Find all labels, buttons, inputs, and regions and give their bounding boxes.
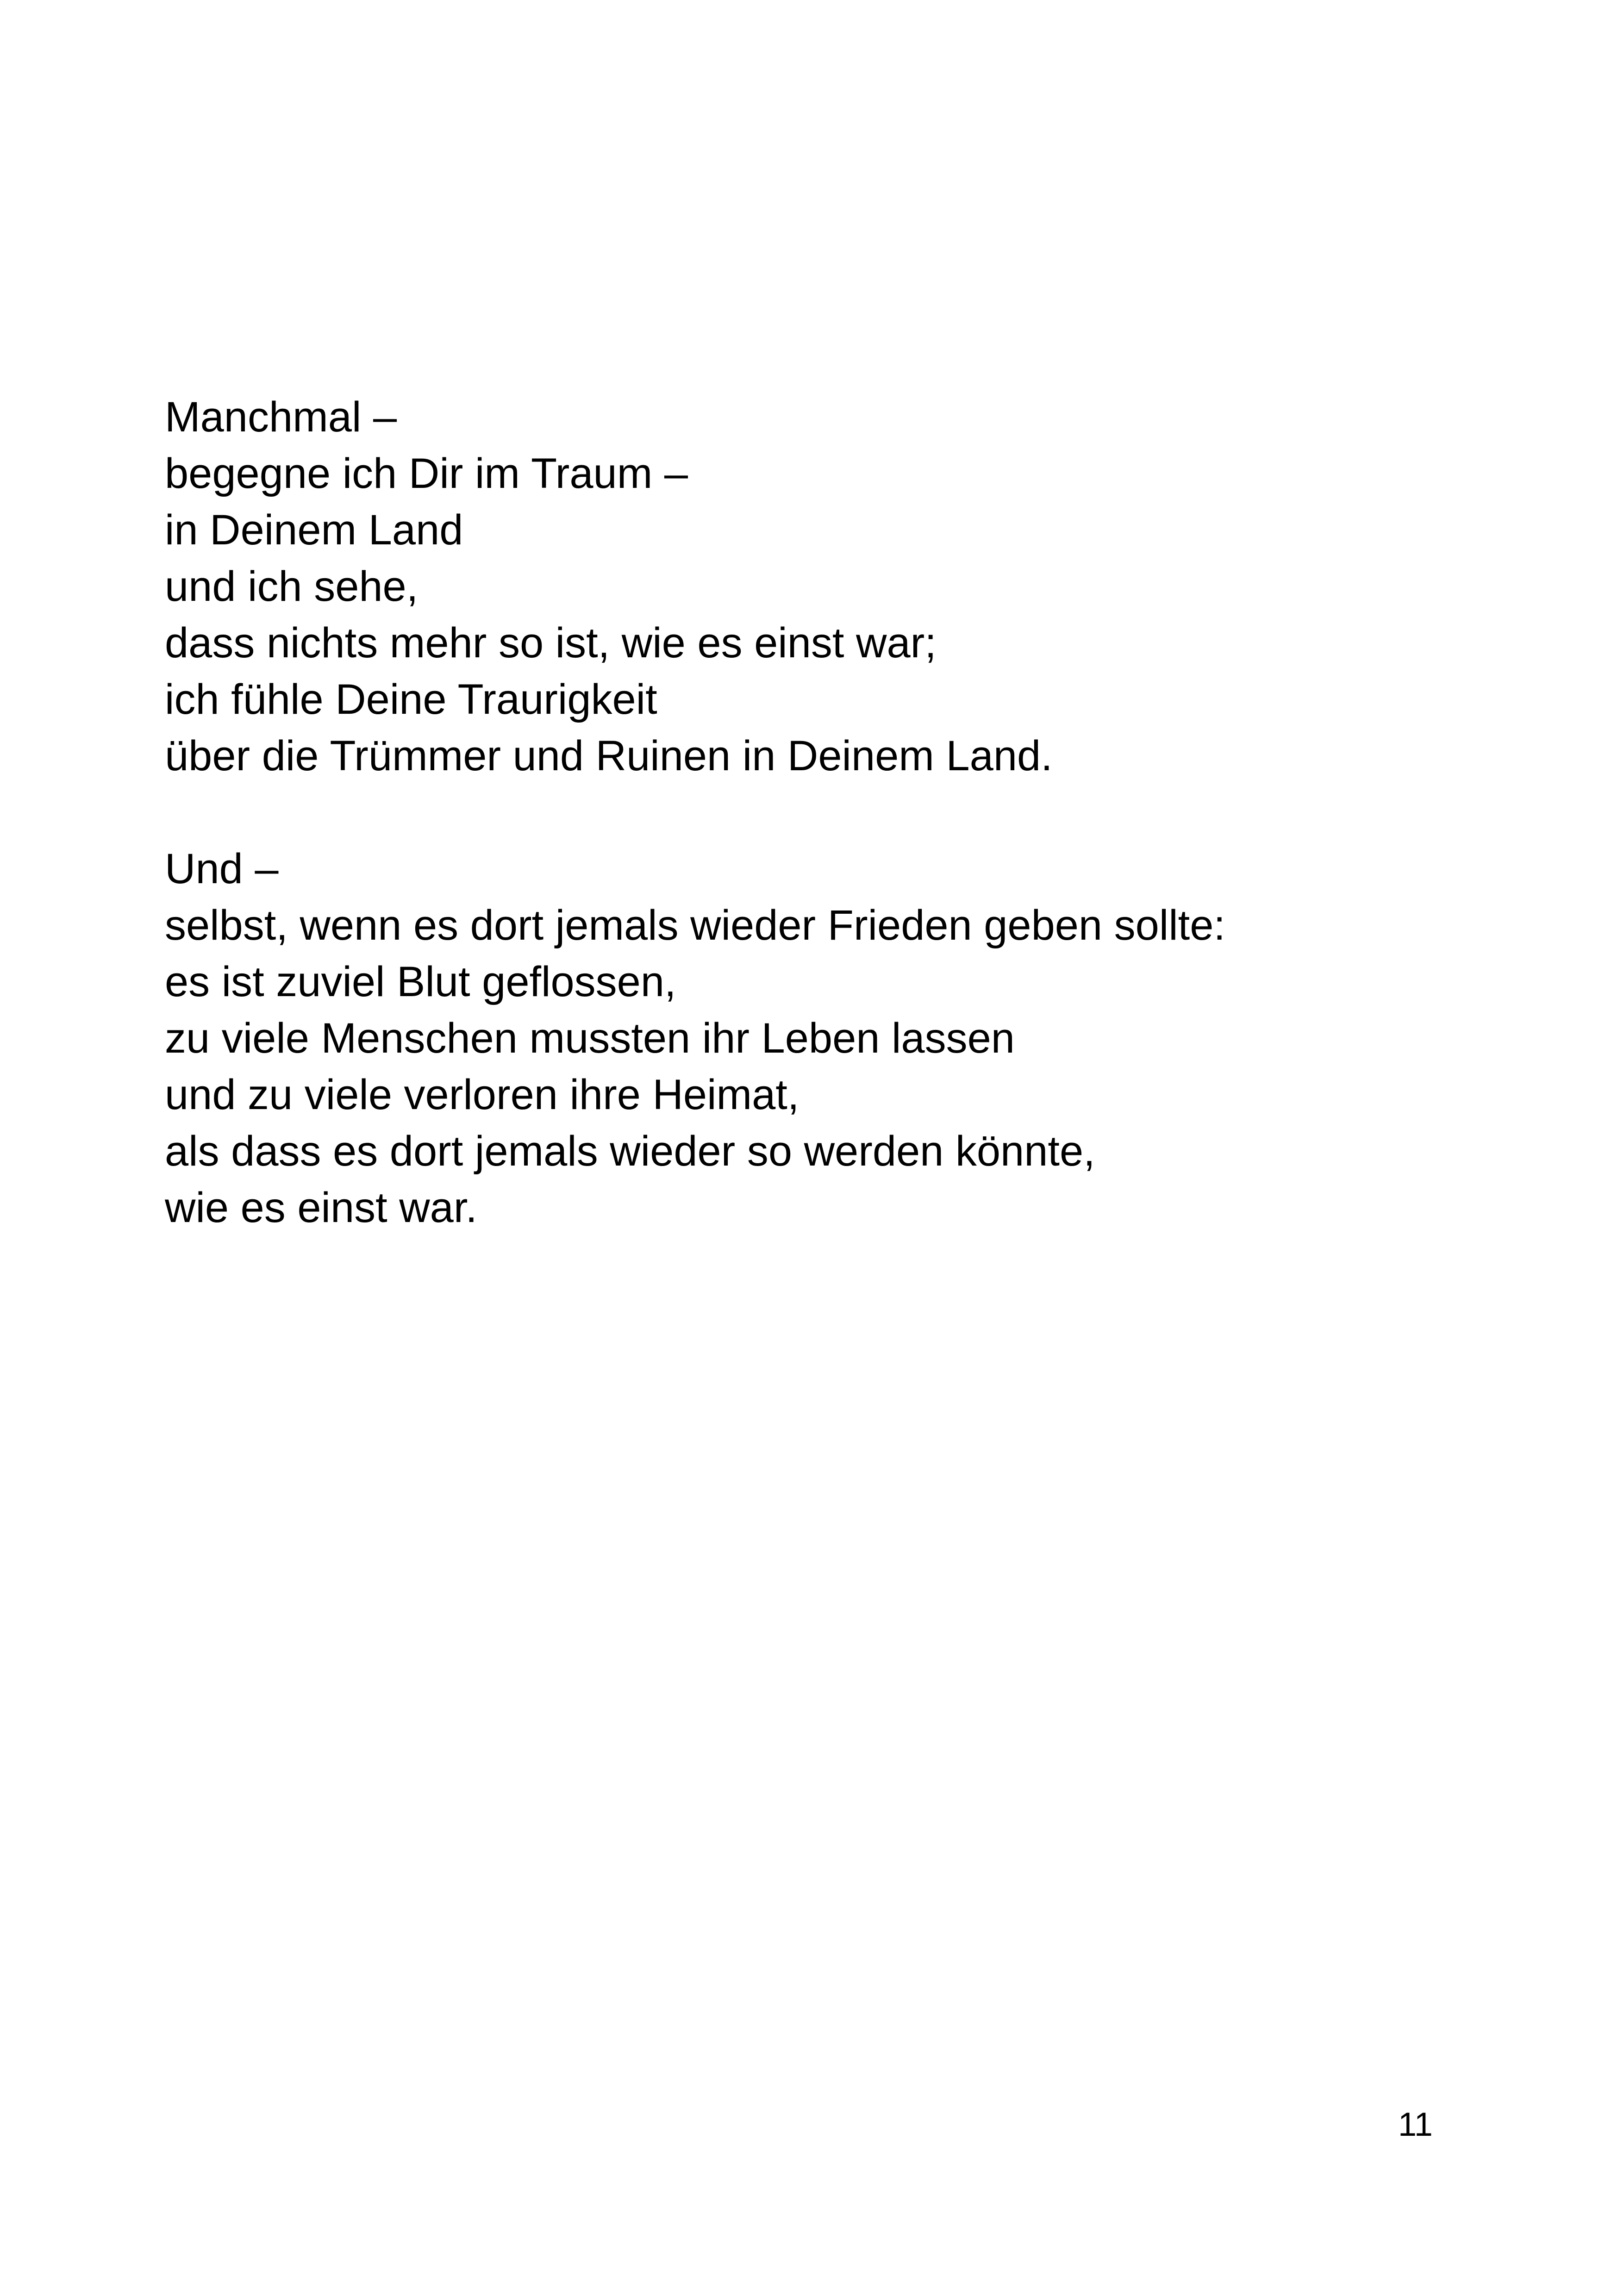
poem-line: als dass es dort jemals wieder so werden könnte,	[165, 1128, 1095, 1175]
poem-line: zu viele Menschen mussten ihr Leben lassen	[165, 1015, 1015, 1062]
poem-line: Manchmal –	[165, 393, 397, 441]
poem-line: und ich sehe,	[165, 563, 418, 610]
poem	[165, 389, 1507, 1236]
poem-line: es ist zuviel Blut geflossen,	[165, 958, 676, 1005]
stanza-2	[165, 841, 1507, 1236]
poem-line: und zu viele verloren ihre Heimat,	[165, 1071, 800, 1118]
poem-line: in Deinem Land	[165, 506, 463, 554]
stanza-break	[165, 784, 1507, 841]
poem-line: über die Trümmer und Ruinen in Deinem Land.	[165, 732, 1053, 780]
poem-line: dass nichts mehr so ist, wie es einst war;	[165, 619, 937, 667]
page-number: 11	[1398, 2106, 1433, 2143]
poem-line: begegne ich Dir im Traum –	[165, 450, 688, 497]
stanza-1	[165, 389, 1507, 784]
poem-line: ich fühle Deine Traurigkeit	[165, 676, 657, 723]
poem-line: selbst, wenn es dort jemals wieder Frieden geben sollte:	[165, 902, 1225, 949]
poem-line: wie es einst war.	[165, 1184, 477, 1231]
poem-line: Und –	[165, 845, 279, 892]
